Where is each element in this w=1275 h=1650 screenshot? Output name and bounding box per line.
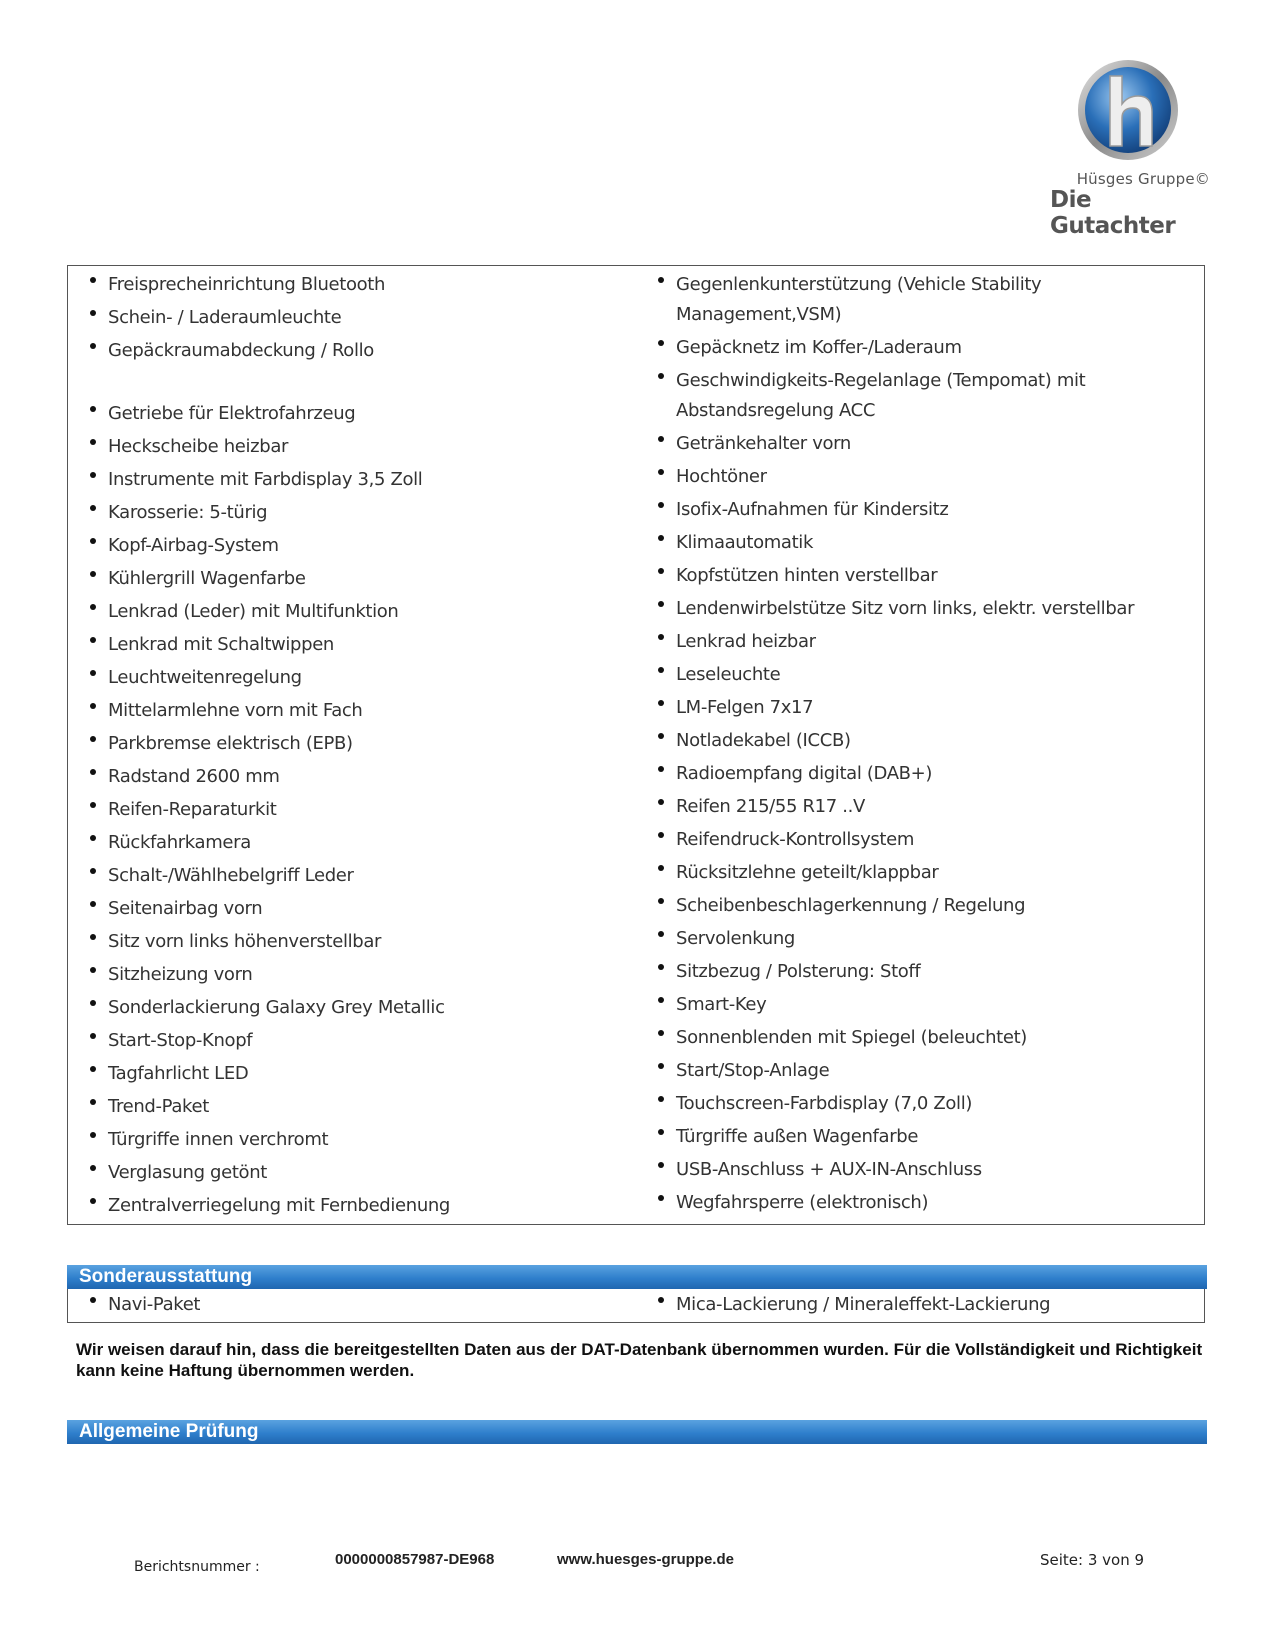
list-item: Smart-Key — [658, 990, 1203, 1020]
list-item: Rückfahrkamera — [90, 828, 630, 858]
list-item: Start/Stop-Anlage — [658, 1056, 1203, 1086]
list-item: Radstand 2600 mm — [90, 762, 630, 792]
list-item: Schein- / Laderaumleuchte — [90, 303, 630, 333]
company-logo — [1050, 58, 1210, 239]
list-item: Gegenlenkunterstützung (Vehicle Stability Management,VSM) — [658, 270, 1203, 330]
list-item: Notladekabel (ICCB) — [658, 726, 1203, 756]
list-item: LM-Felgen 7x17 — [658, 693, 1203, 723]
list-item: Sonnenblenden mit Spiegel (beleuchtet) — [658, 1023, 1203, 1053]
list-item: Kopf-Airbag-System — [90, 531, 630, 561]
list-item: Scheibenbeschlagerkennung / Regelung — [658, 891, 1203, 921]
list-item: Heckscheibe heizbar — [90, 432, 630, 462]
list-item: Navi-Paket — [90, 1290, 200, 1320]
list-item: Hochtöner — [658, 462, 1203, 492]
section-header-sonderausstattung: Sonderausstattung — [67, 1265, 1207, 1289]
report-number: 0000000857987-DE968 — [335, 1551, 495, 1568]
list-item: Lenkrad heizbar — [658, 627, 1203, 657]
list-item: Touchscreen-Farbdisplay (7,0 Zoll) — [658, 1089, 1203, 1119]
list-item: Getränkehalter vorn — [658, 429, 1203, 459]
list-item: Sitzbezug / Polsterung: Stoff — [658, 957, 1203, 987]
list-item: Tagfahrlicht LED — [90, 1059, 630, 1089]
list-item: Sitz vorn links höhenverstellbar — [90, 927, 630, 957]
list-item: Karosserie: 5-türig — [90, 498, 630, 528]
list-item: Isofix-Aufnahmen für Kindersitz — [658, 495, 1203, 525]
list-item: Verglasung getönt — [90, 1158, 630, 1188]
list-item: Instrumente mit Farbdisplay 3,5 Zoll — [90, 465, 630, 495]
list-item: Geschwindigkeits-Regelanlage (Tempomat) mit Abstandsregelung ACC — [658, 366, 1203, 426]
list-item: Parkbremse elektrisch (EPB) — [90, 729, 630, 759]
list-item: Reifen 215/55 R17 ..V — [658, 792, 1203, 822]
list-item: Kopfstützen hinten verstellbar — [658, 561, 1203, 591]
logo-brand: Die Gutachter — [1050, 187, 1176, 239]
list-item: Rücksitzlehne geteilt/klappbar — [658, 858, 1203, 888]
disclaimer-text: Wir weisen darauf hin, dass die bereitgestellten Daten aus der DAT-Datenbank übernommen wurden. Für die Vollständigkeit und Richtigkeit kann keine Haftung übernommen werden. — [76, 1340, 1203, 1380]
section-header-allgemeine-pruefung: Allgemeine Prüfung — [67, 1420, 1207, 1444]
page-indicator: Seite: 3 von 9 — [1040, 1551, 1145, 1569]
list-item: Trend-Paket — [90, 1092, 630, 1122]
list-item: Kühlergrill Wagenfarbe — [90, 564, 630, 594]
list-item: Leseleuchte — [658, 660, 1203, 690]
list-item: USB-Anschluss + AUX-IN-Anschluss — [658, 1155, 1203, 1185]
list-item: Schalt-/Wählhebelgriff Leder — [90, 861, 630, 891]
logo-tagline: Hüsges Gruppe© — [1076, 170, 1210, 188]
list-item: Wegfahrsperre (elektronisch) — [658, 1188, 1203, 1218]
list-item: Mittelarmlehne vorn mit Fach — [90, 696, 630, 726]
logo-emblem-icon — [1076, 58, 1180, 162]
list-item: Reifendruck-Kontrollsystem — [658, 825, 1203, 855]
special-equipment-box — [67, 1289, 1205, 1323]
list-item: Lenkrad mit Schaltwippen — [90, 630, 630, 660]
equipment-list-left — [90, 270, 630, 1224]
report-number-label: Berichtsnummer : — [134, 1559, 260, 1575]
list-item: Klimaautomatik — [658, 528, 1203, 558]
list-item: Reifen-Reparaturkit — [90, 795, 630, 825]
standard-equipment-box — [67, 265, 1205, 1225]
list-item: Sitzheizung vorn — [90, 960, 630, 990]
list-item: Gepäcknetz im Koffer-/Laderaum — [658, 333, 1203, 363]
list-item: Lenkrad (Leder) mit Multifunktion — [90, 597, 630, 627]
list-item: Lendenwirbelstütze Sitz vorn links, elektr. verstellbar — [658, 594, 1203, 624]
list-item: Getriebe für Elektrofahrzeug — [90, 399, 630, 429]
list-item: Seitenairbag vorn — [90, 894, 630, 924]
list-item: Radioempfang digital (DAB+) — [658, 759, 1203, 789]
list-item: Türgriffe innen verchromt — [90, 1125, 630, 1155]
list-item: Mica-Lackierung / Mineraleffekt-Lackierung — [658, 1290, 1050, 1320]
list-item: Türgriffe außen Wagenfarbe — [658, 1122, 1203, 1152]
equipment-list-right — [658, 270, 1203, 1221]
list-item: Servolenkung — [658, 924, 1203, 954]
list-item: Gepäckraumabdeckung / Rollo — [90, 336, 630, 396]
website-link[interactable]: www.huesges-gruppe.de — [557, 1551, 734, 1568]
list-item: Leuchtweitenregelung — [90, 663, 630, 693]
list-item: Start-Stop-Knopf — [90, 1026, 630, 1056]
list-item: Zentralverriegelung mit Fernbedienung — [90, 1191, 630, 1221]
list-item: Freisprecheinrichtung Bluetooth — [90, 270, 630, 300]
list-item: Sonderlackierung Galaxy Grey Metallic — [90, 993, 630, 1023]
